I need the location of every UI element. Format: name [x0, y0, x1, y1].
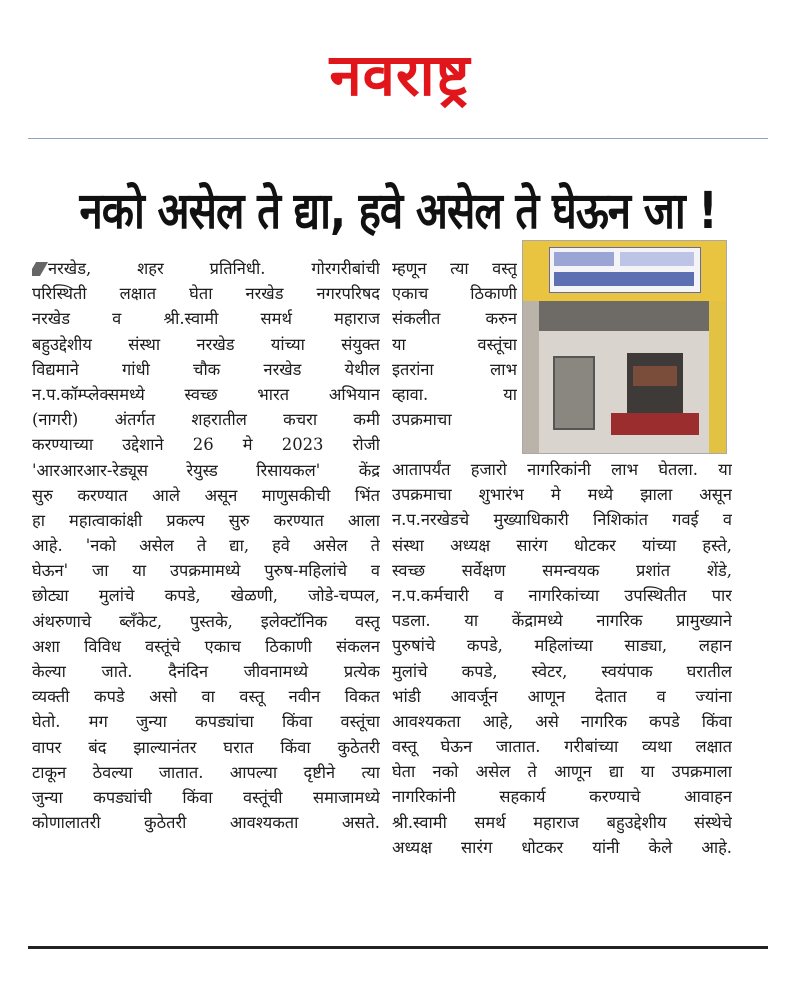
article-line-text: विद्यमाने गांधी चौक नरखेड येथील: [32, 359, 380, 379]
article-line-text: छोट्या मुलांचे कपडे, खेळणी, जोडे-चप्पल,: [32, 586, 380, 606]
photo-table: [611, 413, 699, 435]
photo-clothes: [633, 366, 677, 386]
article-line: [392, 784, 732, 809]
article-line-text: घेता नको असेल ते आणून द्या या उपक्रमाला: [392, 762, 732, 782]
banner-block: [620, 252, 694, 266]
article-line: [392, 507, 732, 532]
article-line-text: पडला. या केंद्रामध्ये नागरिक प्रामुख्याने: [392, 611, 732, 631]
article-line: [392, 407, 517, 432]
article-line-text: संकलीत करुन: [392, 309, 517, 329]
article-line: [392, 281, 517, 306]
article-line: [32, 760, 380, 785]
article-line: [32, 684, 380, 709]
article-line-text: मुलांचे कपडे, स्वेटर, स्वयंपाक घरातील: [392, 661, 732, 681]
article-line-text: नागरिकांनी सहकार्य करण्याचे आवाहन: [392, 787, 732, 807]
article-line: [392, 357, 517, 382]
article-line-text: हा महात्वाकांक्षी प्रकल्प सुरु करण्यात आला: [32, 510, 380, 530]
article-line: [392, 457, 732, 482]
article-line: [32, 583, 380, 608]
article-line-text: या वस्तूंचा: [392, 334, 517, 354]
dateline-marker-icon: [32, 262, 48, 276]
article-line: [32, 458, 380, 483]
article-line: [392, 810, 732, 835]
article-line-text: परिस्थिती लक्षात घेता नरखेड नगरपरिषद: [32, 284, 380, 304]
article-line: [32, 533, 380, 558]
shop-photo: [522, 240, 727, 454]
article-line: [392, 684, 732, 709]
article-line-text: संस्था अध्यक्ष सारंग धोटकर यांच्या हस्ते,: [392, 535, 732, 555]
article-line: [32, 709, 380, 734]
article-line-text: स्वच्छ सर्वेक्षण समन्वयक प्रशांत शेंडे,: [392, 560, 732, 580]
article-line: [32, 609, 380, 634]
article-line: [32, 810, 380, 835]
article-line-text: आहे. 'नको असेल ते द्या, हवे असेल ते: [32, 536, 380, 556]
article-line: [392, 382, 517, 407]
article-line-text: न.प.नरखेडचे मुख्याधिकारी निशिकांत गवई व: [392, 510, 732, 530]
article-line: [392, 482, 732, 507]
article-line-text: पुरुषांचे कपडे, महिलांच्या साड्या, लहान: [392, 636, 732, 656]
article-line-text: वस्तू घेऊन जातात. गरीबांच्या व्यथा लक्षात: [392, 737, 732, 757]
article-line-text: उपक्रमाचा: [392, 410, 452, 430]
banner-block: [554, 252, 614, 266]
article-line-text: बहुउद्देशीय संस्था नरखेड यांच्या संयुक्त: [32, 334, 380, 354]
article-line-text: वापर बंद झाल्यानंतर घरात किंवा कुठेतरी: [32, 737, 380, 757]
article-line-text: (नागरी) अंतर्गत शहरातील कचरा कमी: [32, 410, 380, 430]
article-line-text: एकाच ठिकाणी: [392, 284, 517, 304]
photo-banner: [549, 247, 701, 293]
article-line: [392, 583, 732, 608]
article-line-text: आतापर्यंत हजारो नागरिकांनी लाभ घेतला. या: [392, 460, 732, 479]
article-line: [392, 608, 732, 633]
photo-wall-left: [523, 301, 539, 453]
article-line-text: नरखेड, शहर प्रतिनिधी. गोरगरीबांची: [48, 259, 380, 278]
article-line-text: घेऊन' जा या उपक्रमामध्ये पुरुष-महिलांचे व: [32, 561, 380, 581]
article-line-text: करण्याच्या उद्देशाने 26 मे 2023 रोजी: [32, 435, 380, 455]
article-line: [392, 835, 732, 860]
article-line: [32, 483, 380, 508]
article-line: [392, 759, 732, 784]
article-line-text: भांडी आवर्जून आणून देतात व ज्यांना: [392, 686, 732, 706]
newspaper-masthead: नवराष्ट्र: [329, 41, 471, 109]
article-headline: नको असेल ते द्या, हवे असेल ते घेऊन जा !: [79, 181, 717, 240]
article-line: [32, 508, 380, 533]
article-line: [32, 357, 380, 382]
article-line-text: अंथरुणाचे ब्लॅंकेट, पुस्तके, इलेक्टॉनिक वस्तू: [32, 611, 380, 631]
article-line: [32, 432, 380, 457]
article-line: [392, 256, 517, 281]
article-line: [392, 709, 732, 734]
photo-shutter: [523, 301, 726, 331]
article-line-text: नरखेड व श्री.स्वामी समर्थ महाराज: [32, 309, 380, 329]
article-line: [32, 332, 380, 357]
article-line-text: अशा विविध वस्तूंचे एकाच ठिकाणी संकलन: [32, 636, 380, 656]
article-line-text: कोणालातरी कुठेतरी आवश्यकता असते.: [32, 813, 380, 833]
article-column-left: [32, 256, 380, 835]
article-line-text: न.प.कर्मचारी व नागरिकांच्या उपस्थितीत पार: [392, 585, 732, 605]
article-line: [32, 281, 380, 306]
article-line-text: न.प.कॉम्प्लेक्समध्ये स्वच्छ भारत अभियान: [32, 384, 380, 404]
article-line: [392, 558, 732, 583]
article-line-text: उपक्रमाचा शुभारंभ मे मध्ये झाला असून: [392, 485, 732, 505]
article-column-middle: [392, 256, 517, 432]
article-line: [392, 306, 517, 331]
article-line-text: घेतो. मग जुन्या कपड्यांचा किंवा वस्तूंचा: [32, 712, 380, 732]
article-line-text: जुन्या कपड्यांची किंवा वस्तूंची समाजामध्ये: [32, 787, 380, 807]
article-line: [32, 382, 380, 407]
article-line-text: म्हणून त्या वस्तू: [392, 259, 517, 278]
article-line: [392, 533, 732, 558]
article-line: [32, 634, 380, 659]
article-line: [392, 332, 517, 357]
article-line: [32, 306, 380, 331]
article-line-text: केल्या जाते. दैनंदिन जीवनामध्ये प्रत्येक: [32, 662, 380, 681]
article-line: [392, 734, 732, 759]
article-line: [392, 659, 732, 684]
article-line-text: श्री.स्वामी समर्थ महाराज बहुउद्देशीय संस्थेचे: [392, 812, 732, 832]
article-line: [32, 785, 380, 810]
article-line: [32, 558, 380, 583]
banner-block: [554, 272, 694, 286]
article-line-text: व्हावा. या: [392, 384, 517, 404]
article-line-text: आवश्यकता आहे, असे नागरिक कपडे किंवा: [392, 711, 732, 731]
article-line: [32, 659, 380, 684]
article-column-right: [392, 457, 732, 860]
page-bottom-rule: [28, 946, 768, 949]
article-line-text: टाकून ठेवल्या जातात. आपल्या दृष्टीने त्या: [32, 762, 380, 782]
masthead-divider: [28, 138, 768, 139]
photo-pillar: [709, 301, 726, 453]
article-line-text: व्यक्ती कपडे असो वा वस्तू नवीन विकत: [32, 687, 380, 707]
article-line-text: सुरु करण्यात आले असून माणुसकीची भिंत: [32, 485, 380, 505]
photo-shelf: [553, 356, 595, 430]
article-line-text: अध्यक्ष सारंग धोटकर यांनी केले आहे.: [392, 837, 732, 857]
article-line: [32, 735, 380, 760]
article-line-text: इतरांना लाभ: [392, 359, 517, 379]
article-line: [32, 407, 380, 432]
article-line: [32, 256, 380, 281]
article-line-text: 'आरआरआर-रेड्यूस रेयुस्ड रिसायकल' केंद्र: [32, 460, 380, 480]
article-line: [392, 633, 732, 658]
